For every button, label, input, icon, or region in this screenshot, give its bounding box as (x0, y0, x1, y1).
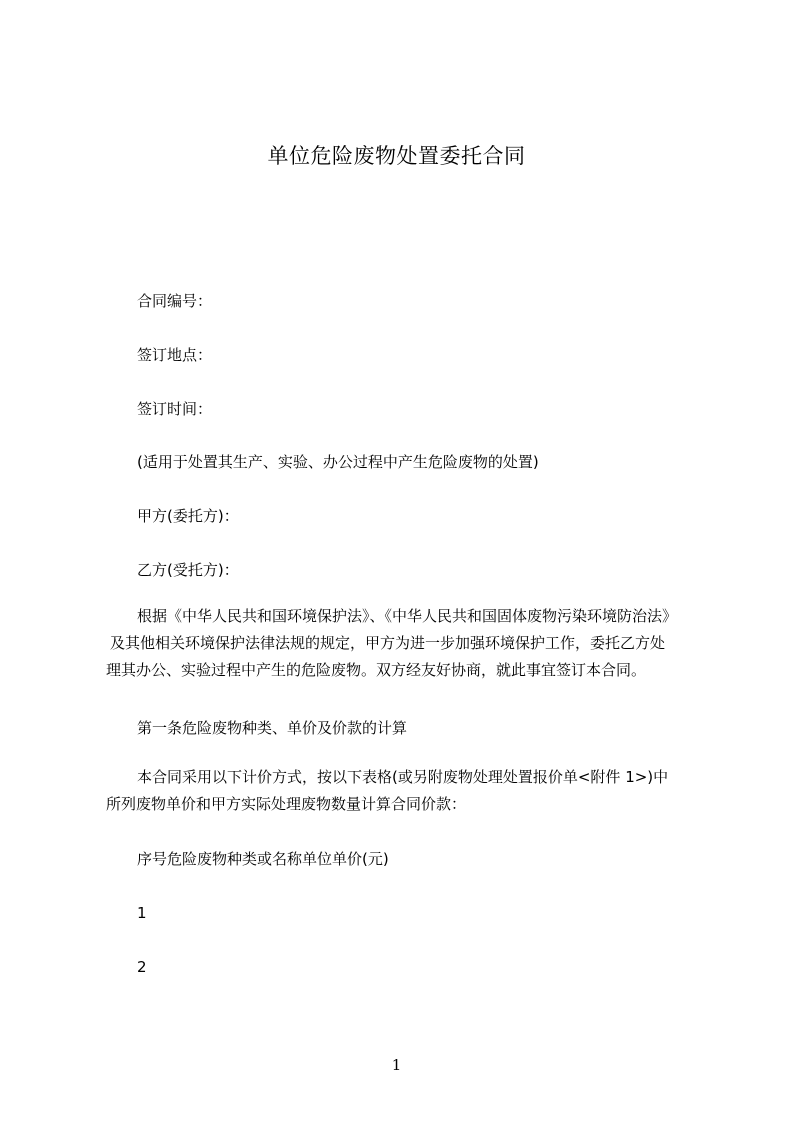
article-1-line: 所列废物单价和甲方实际处理废物数量计算合同价款： (106, 795, 467, 813)
party-b-label: 乙方(受托方)： (137, 561, 239, 579)
preamble-paragraph (106, 603, 686, 684)
article-1-paragraph (106, 764, 686, 818)
page-number: 1 (391, 1056, 402, 1074)
party-a-label: 甲方(委托方)： (137, 507, 239, 525)
signing-place-label: 签订地点： (137, 346, 213, 364)
table-header: 序号危险废物种类或名称单位单价(元) (137, 850, 389, 868)
scope-note: (适用于处置其生产、实验、办公过程中产生危险废物的处置) (137, 453, 539, 471)
article-1-line: 本合同采用以下计价方式，按以下表格(或另附废物处理处置报价单<附件 1>)中 (137, 768, 669, 786)
preamble-line: 及其他相关环境保护法律法规的规定，甲方为进一步加强环境保护工作，委托乙方处 (110, 634, 666, 652)
contract-number-label: 合同编号： (137, 292, 213, 310)
signing-time-label: 签订时间： (137, 400, 213, 418)
document-title: 单位危险废物处置委托合同 (267, 144, 526, 168)
preamble-line: 根据《中华人民共和国环境保护法》、《中华人民共和国固体废物污染环境防治法》 (137, 607, 678, 625)
article-1-heading: 第一条危险废物种类、单价及价款的计算 (137, 719, 408, 737)
table-row-number: 1 (137, 904, 147, 922)
preamble-line: 理其办公、实验过程中产生的危险废物。双方经友好协商，就此事宜签订本合同。 (106, 661, 647, 679)
table-row-number: 2 (137, 958, 147, 976)
